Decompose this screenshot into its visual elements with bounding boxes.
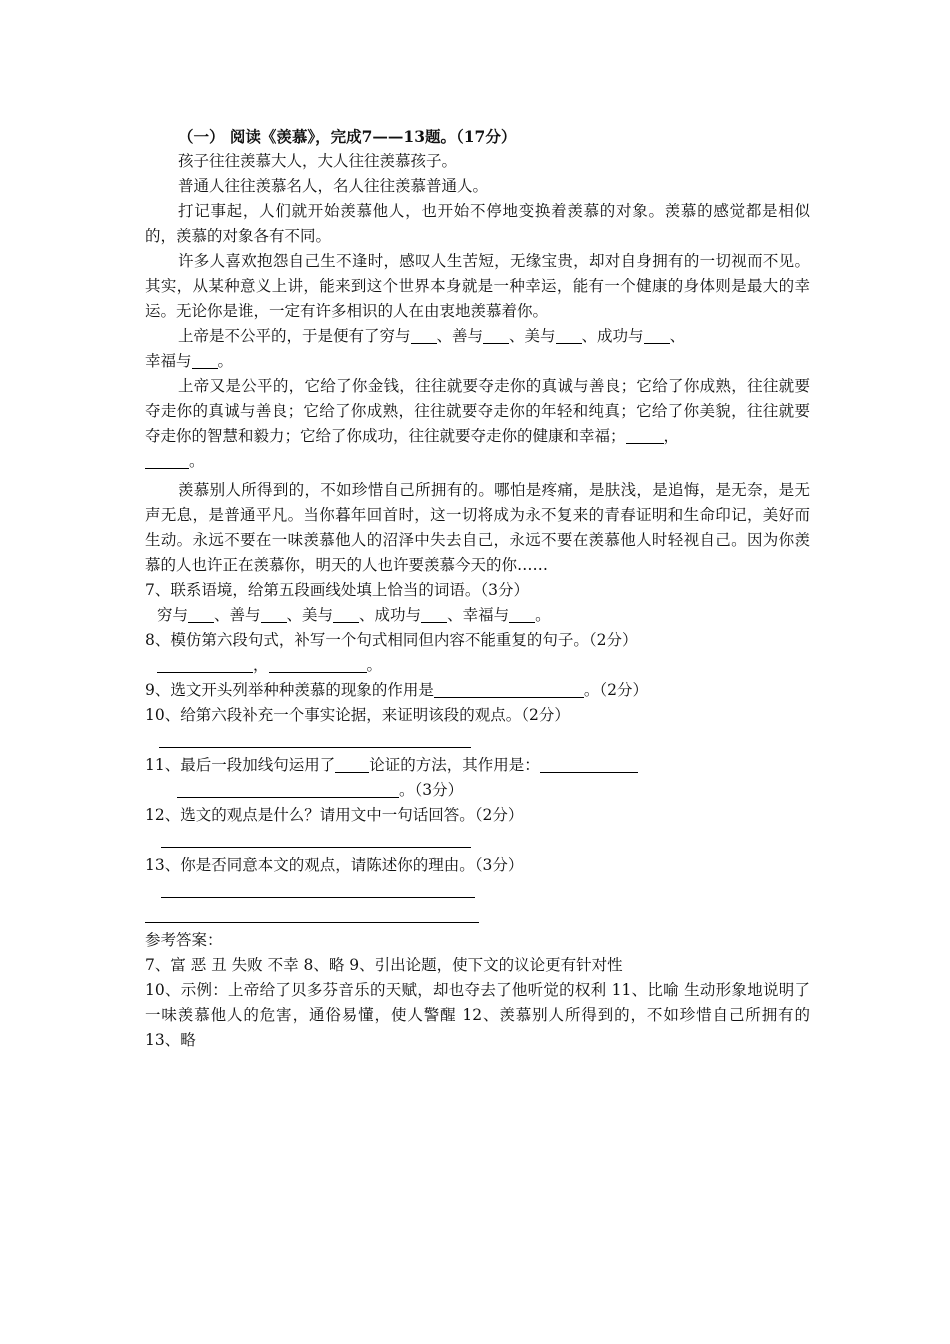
answers-line-2: 10、示例：上帝给了贝多芬音乐的天赋，却也夺去了他听觉的权利 11、比喻 生动形象地说明了一味羡慕他人的危害，通俗易懂，使人警醒 12、羡慕别人所得到的，不如珍惜自己所拥有的 13、略 bbox=[145, 981, 810, 1049]
p5-text: 。 bbox=[217, 352, 234, 370]
q11-text: 11、最后一段加线句运用了 bbox=[145, 756, 336, 774]
answer-blank[interactable] bbox=[177, 779, 399, 798]
passage-paragraph-3: 打记事起，人们就开始羡慕他人，也开始不停地变换着羡慕的对象。羡慕的感觉都是相似的，羡慕的对象各有不同。 bbox=[145, 202, 810, 245]
answer-blank[interactable] bbox=[188, 604, 214, 623]
question-12: 12、选文的观点是什么？请用文中一句话回答。（2分） bbox=[145, 806, 524, 824]
p6-comma: ， bbox=[663, 427, 680, 445]
question-11 bbox=[145, 753, 810, 778]
q7-text: 。 bbox=[535, 606, 551, 624]
answer-blank[interactable] bbox=[434, 679, 584, 698]
question-8: 8、模仿第六段句式，补写一个句式相同但内容不能重复的句子。（2分） bbox=[145, 631, 638, 649]
question-13-fill bbox=[145, 878, 810, 903]
p5-text: 、善与 bbox=[436, 327, 484, 345]
blank-underline bbox=[556, 325, 582, 344]
q8-text: 。 bbox=[366, 656, 383, 674]
passage-paragraph-2: 普通人往往羡慕名人，名人往往羡慕普通人。 bbox=[178, 177, 489, 195]
passage-paragraph-7: 羡慕别人所得到的，不如珍惜自己所拥有的。哪怕是疼痛，是肤浅，是追悔，是无奈，是无声无息，是普通平凡。当你暮年回首时，这一切将成为永不复来的青春证明和生命印记，美好而生动。永远不要在一味羡慕他人的沼泽中失去自己，永远不要在羡慕他人时轻视自己。因为你羡慕的人也许正在羡慕你，明天的人也许要羡慕今天的你…… bbox=[145, 481, 810, 574]
q7-text: 、幸福与 bbox=[447, 606, 510, 624]
question-8-fill bbox=[145, 653, 810, 678]
p5-text: 、美与 bbox=[509, 327, 556, 345]
answer-blank[interactable] bbox=[161, 879, 475, 898]
p5-text: 、成功与 bbox=[581, 327, 644, 345]
question-11-fill bbox=[145, 778, 810, 803]
q9-text: 9、选文开头列举种种羡慕的现象的作用是 bbox=[145, 681, 434, 699]
passage-paragraph-5 bbox=[145, 324, 810, 349]
p5-text: 幸福与 bbox=[145, 352, 192, 370]
answer-blank[interactable] bbox=[540, 754, 638, 773]
answers-line-1: 7、富 恶 丑 失败 不幸 8、略 9、引出论题，使下文的议论更有针对性 bbox=[145, 956, 623, 974]
question-13-fill-2 bbox=[145, 903, 810, 928]
q7-text: 、善与 bbox=[214, 606, 261, 624]
q7-text: 、成功与 bbox=[359, 606, 422, 624]
answer-blank[interactable] bbox=[335, 754, 369, 773]
blank-underline bbox=[145, 450, 189, 469]
answers-heading: 参考答案： bbox=[145, 931, 223, 949]
answer-blank[interactable] bbox=[509, 604, 535, 623]
answer-blank[interactable] bbox=[159, 729, 471, 748]
blank-underline bbox=[644, 325, 670, 344]
answer-blank[interactable] bbox=[161, 829, 471, 848]
q11-text: 论证的方法，其作用是： bbox=[369, 756, 540, 774]
q7-text: 穷与 bbox=[157, 606, 189, 624]
question-10-fill bbox=[145, 728, 810, 753]
passage-paragraph-5-cont bbox=[145, 349, 810, 374]
question-10: 10、给第六段补充一个事实论据，来证明该段的观点。（2分） bbox=[145, 706, 570, 724]
passage-paragraph-6 bbox=[145, 374, 810, 474]
passage-paragraph-4: 许多人喜欢抱怨自己生不逢时，感叹人生苦短，无缘宝贵，却对自身拥有的一切视而不见。其实，从某种意义上讲，能来到这个世界本身就是一种幸运，能有一个健康的身体则是最大的幸运。无论你是谁，一定有许多相识的人在由衷地羡慕着你。 bbox=[145, 252, 810, 320]
p5-text: 上帝是不公平的，于是便有了穷与 bbox=[178, 327, 411, 345]
q11-text: 。（3分） bbox=[399, 781, 464, 799]
answer-blank[interactable] bbox=[333, 604, 359, 623]
p5-text: 、 bbox=[669, 327, 686, 345]
blank-underline bbox=[626, 425, 664, 444]
p6-end: 。 bbox=[189, 452, 205, 470]
q8-text: ， bbox=[253, 656, 269, 674]
q9-text: 。（2分） bbox=[583, 681, 648, 699]
question-12-fill bbox=[145, 828, 810, 853]
question-7-fill bbox=[145, 603, 810, 628]
document-page bbox=[145, 124, 810, 1053]
answer-blank[interactable] bbox=[145, 904, 479, 923]
answer-blank[interactable] bbox=[269, 654, 367, 673]
question-9 bbox=[145, 678, 810, 703]
passage-paragraph-1: 孩子往往羡慕大人，大人往往羡慕孩子。 bbox=[178, 152, 458, 170]
section-title: （一） 阅读《羡慕》，完成7——13题。（17分） bbox=[178, 127, 517, 146]
question-7: 7、联系语境，给第五段画线处填上恰当的词语。（3分） bbox=[145, 581, 529, 599]
answer-blank[interactable] bbox=[421, 604, 447, 623]
q7-text: 、美与 bbox=[286, 606, 334, 624]
answer-blank[interactable] bbox=[157, 654, 253, 673]
p6-text: 上帝又是公平的，它给了你金钱，往往就要夺走你的真诚与善良；它给了你成熟，往往就要夺走你的真诚与善良；它给了你成熟，往往就要夺走你的年轻和纯真；它给了你美貌，往往就要夺走你的智慧和毅力；它给了你成功，往往就要夺走你的健康和幸福； bbox=[145, 377, 810, 445]
blank-underline bbox=[192, 350, 218, 369]
answer-blank[interactable] bbox=[261, 604, 287, 623]
question-13: 13、你是否同意本文的观点，请陈述你的理由。（3分） bbox=[145, 856, 524, 874]
blank-underline bbox=[483, 325, 509, 344]
blank-underline bbox=[411, 325, 437, 344]
